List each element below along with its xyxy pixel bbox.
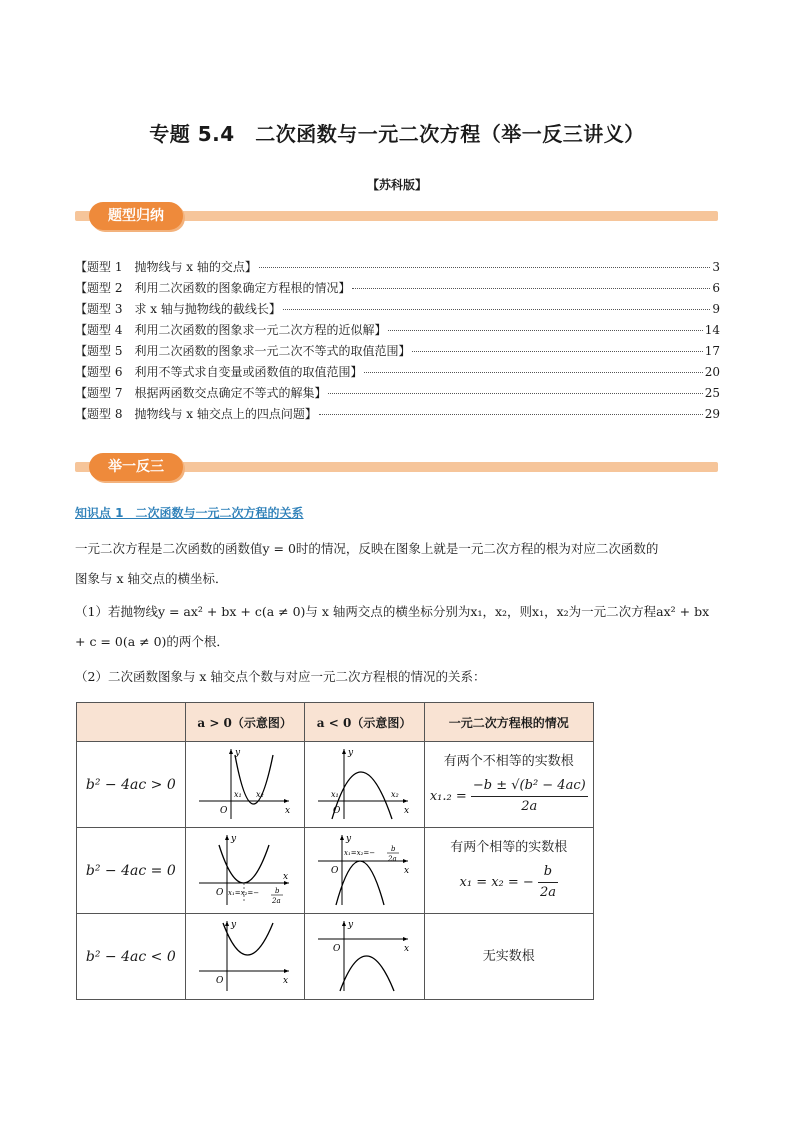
- table-of-contents: [75, 258, 720, 426]
- root-formula-denominator: 2a: [521, 799, 538, 814]
- graph-cell: [304, 828, 424, 914]
- table-row: [77, 828, 594, 914]
- svg-text:x₁=x₂=−: x₁=x₂=−: [344, 849, 376, 857]
- svg-text:O: O: [333, 944, 341, 954]
- svg-text:y: y: [230, 834, 236, 844]
- svg-text:O: O: [333, 806, 341, 816]
- svg-text:x₂: x₂: [391, 790, 399, 799]
- roots-table: [76, 702, 594, 1000]
- parabola-down-no-root-graph: [314, 917, 414, 993]
- discriminant-condition: b² − 4ac = 0: [77, 828, 186, 914]
- table-header: [77, 703, 186, 742]
- svg-text:y: y: [348, 920, 354, 930]
- table-header: 一元二次方程根的情况: [424, 703, 593, 742]
- section-banner-examples: [75, 453, 718, 481]
- toc-item[interactable]: 【题型 8 抛物线与 x 轴交点上的四点问题】 29: [75, 407, 720, 421]
- svg-text:x₁: x₁: [233, 790, 242, 799]
- root-formula-lhs: x₁.₂ =: [429, 789, 467, 804]
- graph-cell: [304, 914, 424, 1000]
- section-banner-summary: [75, 202, 718, 230]
- svg-text:b: b: [391, 845, 396, 853]
- parabola-down-two-roots-graph: [314, 745, 414, 821]
- toc-item[interactable]: 【题型 4 利用二次函数的图象求一元二次方程的近似解】 14: [75, 323, 720, 337]
- table-row: [77, 914, 594, 1000]
- root-description-cell: [424, 914, 593, 1000]
- paragraph-item2: （2）二次函数图象与 x 轴交点个数与对应一元二次方程根的情况的关系：: [75, 669, 486, 684]
- parabola-up-no-root-graph: [195, 917, 295, 993]
- banner-tag: 题型归纳: [89, 202, 183, 230]
- graph-cell: [185, 914, 304, 1000]
- svg-text:O: O: [215, 976, 224, 986]
- parabola-up-one-root-graph: [195, 831, 295, 907]
- banner-tag: 举一反三: [89, 453, 183, 481]
- graph-cell: [185, 742, 304, 828]
- paragraph-intro-line1: 一元二次方程是二次函数的函数值y = 0时的情况，反映在图象上就是一元二次方程的根为对应二次函数的: [75, 541, 659, 556]
- graph-cell: [304, 742, 424, 828]
- svg-text:x₂: x₂: [255, 790, 264, 799]
- root-formula-numerator: b: [538, 862, 558, 883]
- svg-text:x: x: [404, 944, 410, 954]
- root-description: 无实数根: [482, 948, 535, 964]
- svg-text:O: O: [331, 866, 339, 876]
- paragraph-item1-line2: + c = 0(a ≠ 0)的两个根．: [75, 634, 229, 649]
- svg-text:x₁: x₁: [331, 790, 339, 799]
- svg-text:O: O: [215, 888, 224, 898]
- svg-text:y: y: [230, 920, 236, 930]
- edition-label: 【苏科版】: [366, 178, 427, 192]
- svg-text:x: x: [282, 872, 288, 882]
- toc-item[interactable]: 【题型 3 求 x 轴与抛物线的截线长】 9: [75, 302, 720, 316]
- svg-text:x: x: [404, 866, 410, 876]
- toc-item[interactable]: 【题型 5 利用二次函数的图象求一元二次不等式的取值范围】 17: [75, 344, 720, 358]
- table-header-row: [77, 703, 594, 742]
- toc-item[interactable]: 【题型 2 利用二次函数的图象确定方程根的情况】 6: [75, 281, 720, 295]
- svg-text:2a: 2a: [271, 897, 281, 905]
- svg-text:b: b: [274, 887, 280, 895]
- table-header: a < 0（示意图）: [304, 703, 424, 742]
- svg-text:x: x: [284, 806, 290, 816]
- svg-text:x: x: [282, 976, 288, 986]
- root-formula-denominator: 2a: [539, 885, 556, 900]
- root-formula-numerator: −b ± √(b² − 4ac): [471, 776, 588, 797]
- discriminant-condition: b² − 4ac > 0: [77, 742, 186, 828]
- discriminant-condition: b² − 4ac < 0: [77, 914, 186, 1000]
- root-description: 有两个相等的实数根: [450, 840, 568, 855]
- svg-text:y: y: [346, 834, 352, 844]
- table-header: a > 0（示意图）: [185, 703, 304, 742]
- toc-item[interactable]: 【题型 6 利用不等式求自变量或函数值的取值范围】 20: [75, 365, 720, 379]
- svg-text:2a: 2a: [388, 855, 397, 863]
- root-description-cell: [424, 828, 593, 914]
- root-formula-lhs: x₁ = x₂ = −: [459, 875, 534, 890]
- table-row: [77, 742, 594, 828]
- svg-text:x: x: [404, 806, 410, 816]
- svg-text:y: y: [348, 748, 354, 758]
- svg-text:x₁=x₂=−: x₁=x₂=−: [227, 889, 259, 897]
- paragraph-item1-line1: （1）若抛物线y = ax² + bx + c(a ≠ 0)与 x 轴两交点的横坐标分别为x₁，x₂，则x₁，x₂为一元二次方程ax² + bx: [75, 604, 710, 619]
- parabola-up-two-roots-graph: [195, 745, 295, 821]
- paragraph-intro-line2: 图象与 x 轴交点的横坐标．: [75, 571, 228, 586]
- toc-item[interactable]: 【题型 1 抛物线与 x 轴的交点】 3: [75, 260, 720, 274]
- root-description: 有两个不相等的实数根: [443, 754, 574, 769]
- page-title: 专题 5.4 二次函数与一元二次方程（举一反三讲义）: [149, 122, 645, 146]
- parabola-down-one-root-graph: [314, 831, 414, 907]
- toc-item[interactable]: 【题型 7 根据两函数交点确定不等式的解集】 25: [75, 386, 720, 400]
- svg-text:O: O: [219, 806, 228, 816]
- svg-text:y: y: [234, 748, 240, 758]
- knowledge-point-heading: 知识点 1 二次函数与一元二次方程的关系: [75, 506, 304, 520]
- graph-cell: [185, 828, 304, 914]
- root-description-cell: [424, 742, 593, 828]
